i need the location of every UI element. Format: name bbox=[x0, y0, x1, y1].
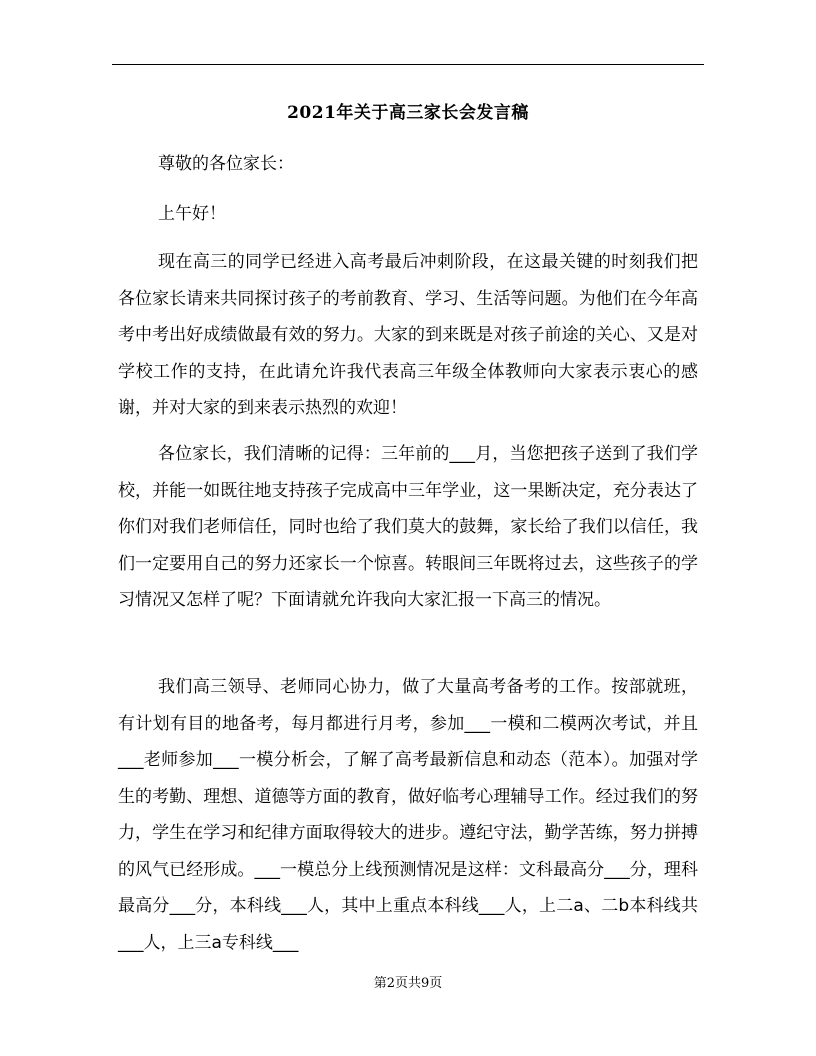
paragraph-intro: 现在高三的同学已经进入高考最后冲刺阶段，在这最关键的时刻我们把各位家长请来共同探讨孩子的考前教育、学习、生活等问题。为他们在今年高考中考出好成绩做最有效的努力。大家的到来既是对孩子前途的关心、又是对学校工作的支持，在此请允许我代表高三年级全体教师向大家表示衷心的感谢，并对大家的到来表示热烈的欢迎！ bbox=[118, 252, 698, 418]
paragraph-salutation: 尊敬的各位家长： bbox=[158, 154, 294, 174]
paragraph-report: 我们高三领导、老师同心协力，做了大量高考备考的工作。按部就班，有计划有目的地备考，每月都进行月考，参加___一模和二模两次考试，并且___老师参加___一模分析会，了解了高考最新信息和动态（范本）。加强对学生的考勤、理想、道德等方面的教育，做好临考心理辅导工作。经过我们的努力，学生在学习和纪律方面取得较大的进步。遵纪守法，勤学苦练，努力拼搏的风气已经形成。___一模总分上线预测情况是这样：文科最高分___分，理科最高分___分，本科线___人，其中上重点本科线___人，上二a、二b本科线共___人，上三a专科线___ bbox=[118, 677, 698, 953]
document-title: 2021年关于高三家长会发言稿 bbox=[287, 103, 529, 123]
page-number: 第2页共9页 bbox=[373, 976, 443, 991]
paragraph-recollection: 各位家长，我们清晰的记得：三年前的___月，当您把孩子送到了我们学校，并能一如既往地支持孩子完成高中三年学业，这一果断决定，充分表达了你们对我们老师信任，同时也给了我们莫大的鼓舞，家长给了我们以信任，我们一定要用自己的努力还家长一个惊喜。转眼间三年既将过去，这些孩子的学习情况又怎样了呢？下面请就允许我向大家汇报一下高三的情况。 bbox=[118, 444, 698, 610]
paragraph-greeting: 上午好！ bbox=[158, 204, 226, 224]
header-rule bbox=[112, 64, 704, 65]
